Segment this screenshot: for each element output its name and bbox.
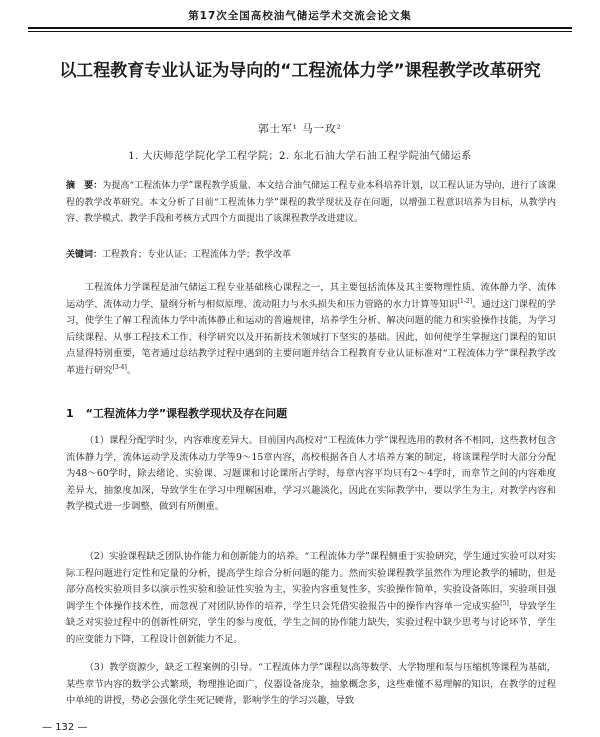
section-title: “工程流体力学”课程教学现状及存在问题 — [85, 407, 288, 420]
citation-ref: [3-4] — [112, 363, 127, 371]
paragraph-1: （1）课程分配学时少，内容难度差异大。目前国内高校对“工程流体力学”课程选用的教材各不相同，这些教材包含流体静力学，流体运动学及流体动力学等9～15章内容，高校根据各自人才培养方案的制定，将该课程学时大部分分配为48～60学时，除去绪论、实验课、习题课和讨论课所占学时，每章内容平均只有2～4学时，而章节之间的内容难度差异大，抽象度加深，导致学生在学习中理解困难，学习兴趣淡化，因此在实际教学中，要以学生为主，对教学内容和教学模式进一步调整，做到有所侧重。 — [66, 435, 556, 513]
paper-title: 以工程教育专业认证为导向的“工程流体力学”课程教学改革研究 — [59, 61, 541, 81]
intro-paragraph — [66, 280, 556, 380]
citation-ref: [5] — [500, 599, 509, 607]
abstract-label: 摘 要： — [66, 181, 103, 191]
keywords — [66, 248, 556, 262]
paragraph-2-text-cont: ，导致学生缺乏对实验过程中的创新性研究，学生的参与度低，学生之间的协作能力缺失，实验过程中缺少思考与讨论环节，学生的应变能力下降，工程设计创新能力不足。 — [66, 600, 556, 645]
abstract — [66, 178, 556, 228]
keywords-text: 工程教育；专业认证；工程流体力学；教学改革 — [102, 250, 292, 260]
intro-text-1: 工程流体力学课程是油气储运工程专业基础核心课程之一，其主要包括流体及其主要物理性质、流体静力学、流体运动学、流体动力学、量纲分析与相似原理、流动阻力与水头损失和压力管路的水力计算等知识 — [66, 282, 556, 310]
section-heading-1 — [66, 405, 556, 421]
citation-ref: [1-2] — [457, 297, 473, 305]
page-number: — 132 — — [42, 722, 88, 733]
intro-text-2: 。通过这门课程的学习，使学生了解工程流体力学中流体静止和运动的普遍规律，培养学生分析、解决问题的能力和实验操作技能，为学习后续课程、从事工程技术工作、科学研究以及开拓新技术领域打下坚实的基础。因此，如何使学生掌握这门课程的知识点显得特别重要，笔者通过总结教学过程中遇到的主要问题并结合工程教育专业认证标准对“工程流体力学”课程教学改革进行研究 — [66, 298, 556, 376]
authors: 郭士军¹ 马一玫² — [258, 123, 342, 135]
affiliations: 1. 大庆师范学院化学工程学院；2. 东北石油大学石油工程学院油气储运系 — [128, 151, 472, 162]
abstract-text: 为提高“工程流体力学”课程教学质量、本文结合油气储运工程专业本科培养计划，以工程认证为导向，进行了该课程的教学改革研究。本文分析了目前“工程流体力学”课程的教学现状及存在问题，以增强工程意识培养为目标，从教学内容、教学模式、教学手段和考核方式四个方面提出了该课程教学改进建议。 — [66, 181, 556, 224]
intro-text-3: 。 — [126, 364, 137, 376]
paragraph-2 — [66, 549, 556, 649]
keywords-label: 关键词： — [66, 250, 103, 260]
paragraph-2-text: （2）实验课程缺乏团队协作能力和创新能力的培养。“工程流体力学”课程侧重于实验研究，学生通过实验可以对实际工程问题进行定性和定量的分析，提高学生综合分析问题的能力。然而实验课程教学虽然作为理论教学的辅助，但是部分高校实验项目多以演示性实验和验证性实验为主，实验内容重复性多，实验操作简单，实验设备陈旧，实验项目强调学生个体操作技术性，而忽视了对团队协作的培养，学生只会凭借实验报告中的操作内容单一完成实验 — [66, 551, 556, 612]
paragraph-3: （3）教学资源少，缺乏工程案例的引导。“工程流体力学”课程以高等数学、大学物理和泵与压缩机等课程为基础，某些章节内容的数学公式繁琐，物理推论面广，仪器设备庞杂，抽象概念多，这些难懂不易理解的知识，在教学的过程中单纯的讲授，势必会强化学生死记硬背，影响学生的学习兴趣，导致 — [66, 662, 556, 707]
running-head: 第17次全国高校油气储运学术交流会论文集 — [28, 8, 572, 29]
section-number: 1 — [66, 407, 74, 420]
